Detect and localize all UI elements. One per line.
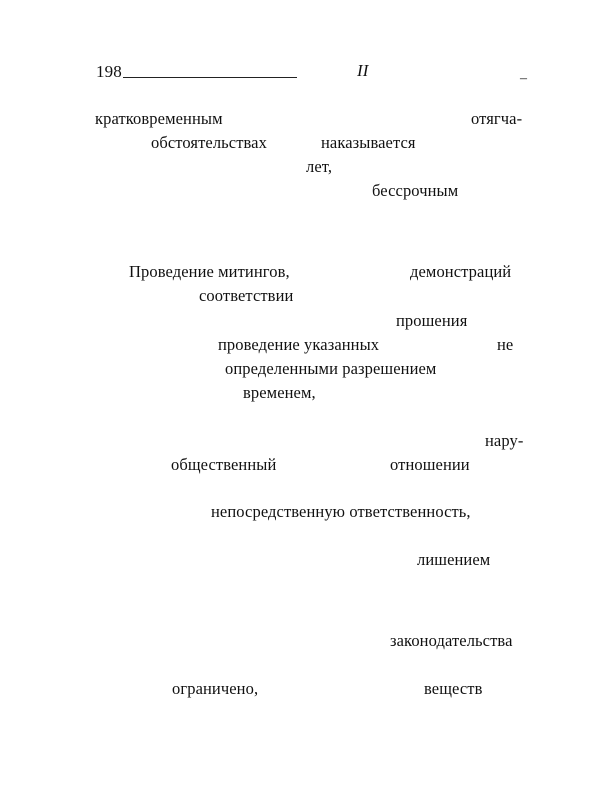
text-fragment: прошения	[396, 311, 468, 330]
text-fragment: соответствии	[199, 286, 294, 305]
text-fragment: общественный	[171, 455, 277, 474]
section-numeral: II	[357, 61, 369, 80]
text-fragment: обстоятельствах	[151, 133, 267, 152]
text-fragment: ограничено,	[172, 679, 259, 698]
header-rule	[123, 77, 297, 78]
text-fragment: демонстраций	[410, 262, 512, 281]
corner-mark: –	[520, 71, 528, 86]
text-fragment: веществ	[424, 679, 483, 698]
text-fragment: не	[497, 335, 514, 354]
text-fragment: отягча-	[471, 109, 523, 128]
text-fragment: лишением	[417, 550, 491, 569]
text-fragment: проведение указанных	[218, 335, 380, 354]
text-fragment: непосредственную ответственность,	[211, 502, 471, 521]
text-fragment: лет,	[306, 157, 333, 176]
text-fragment: кратковременным	[95, 109, 223, 128]
text-fragment: законодательства	[390, 631, 513, 650]
text-fragment: Проведение митингов,	[129, 262, 290, 281]
text-fragment: определенными разрешением	[225, 359, 437, 378]
text-fragment: наказывается	[321, 133, 416, 152]
text-fragment: бессрочным	[372, 181, 459, 200]
page-number: 198	[96, 62, 122, 81]
text-fragment: нару-	[485, 431, 524, 450]
text-fragment: отношении	[390, 455, 470, 474]
text-fragment: временем,	[243, 383, 316, 402]
